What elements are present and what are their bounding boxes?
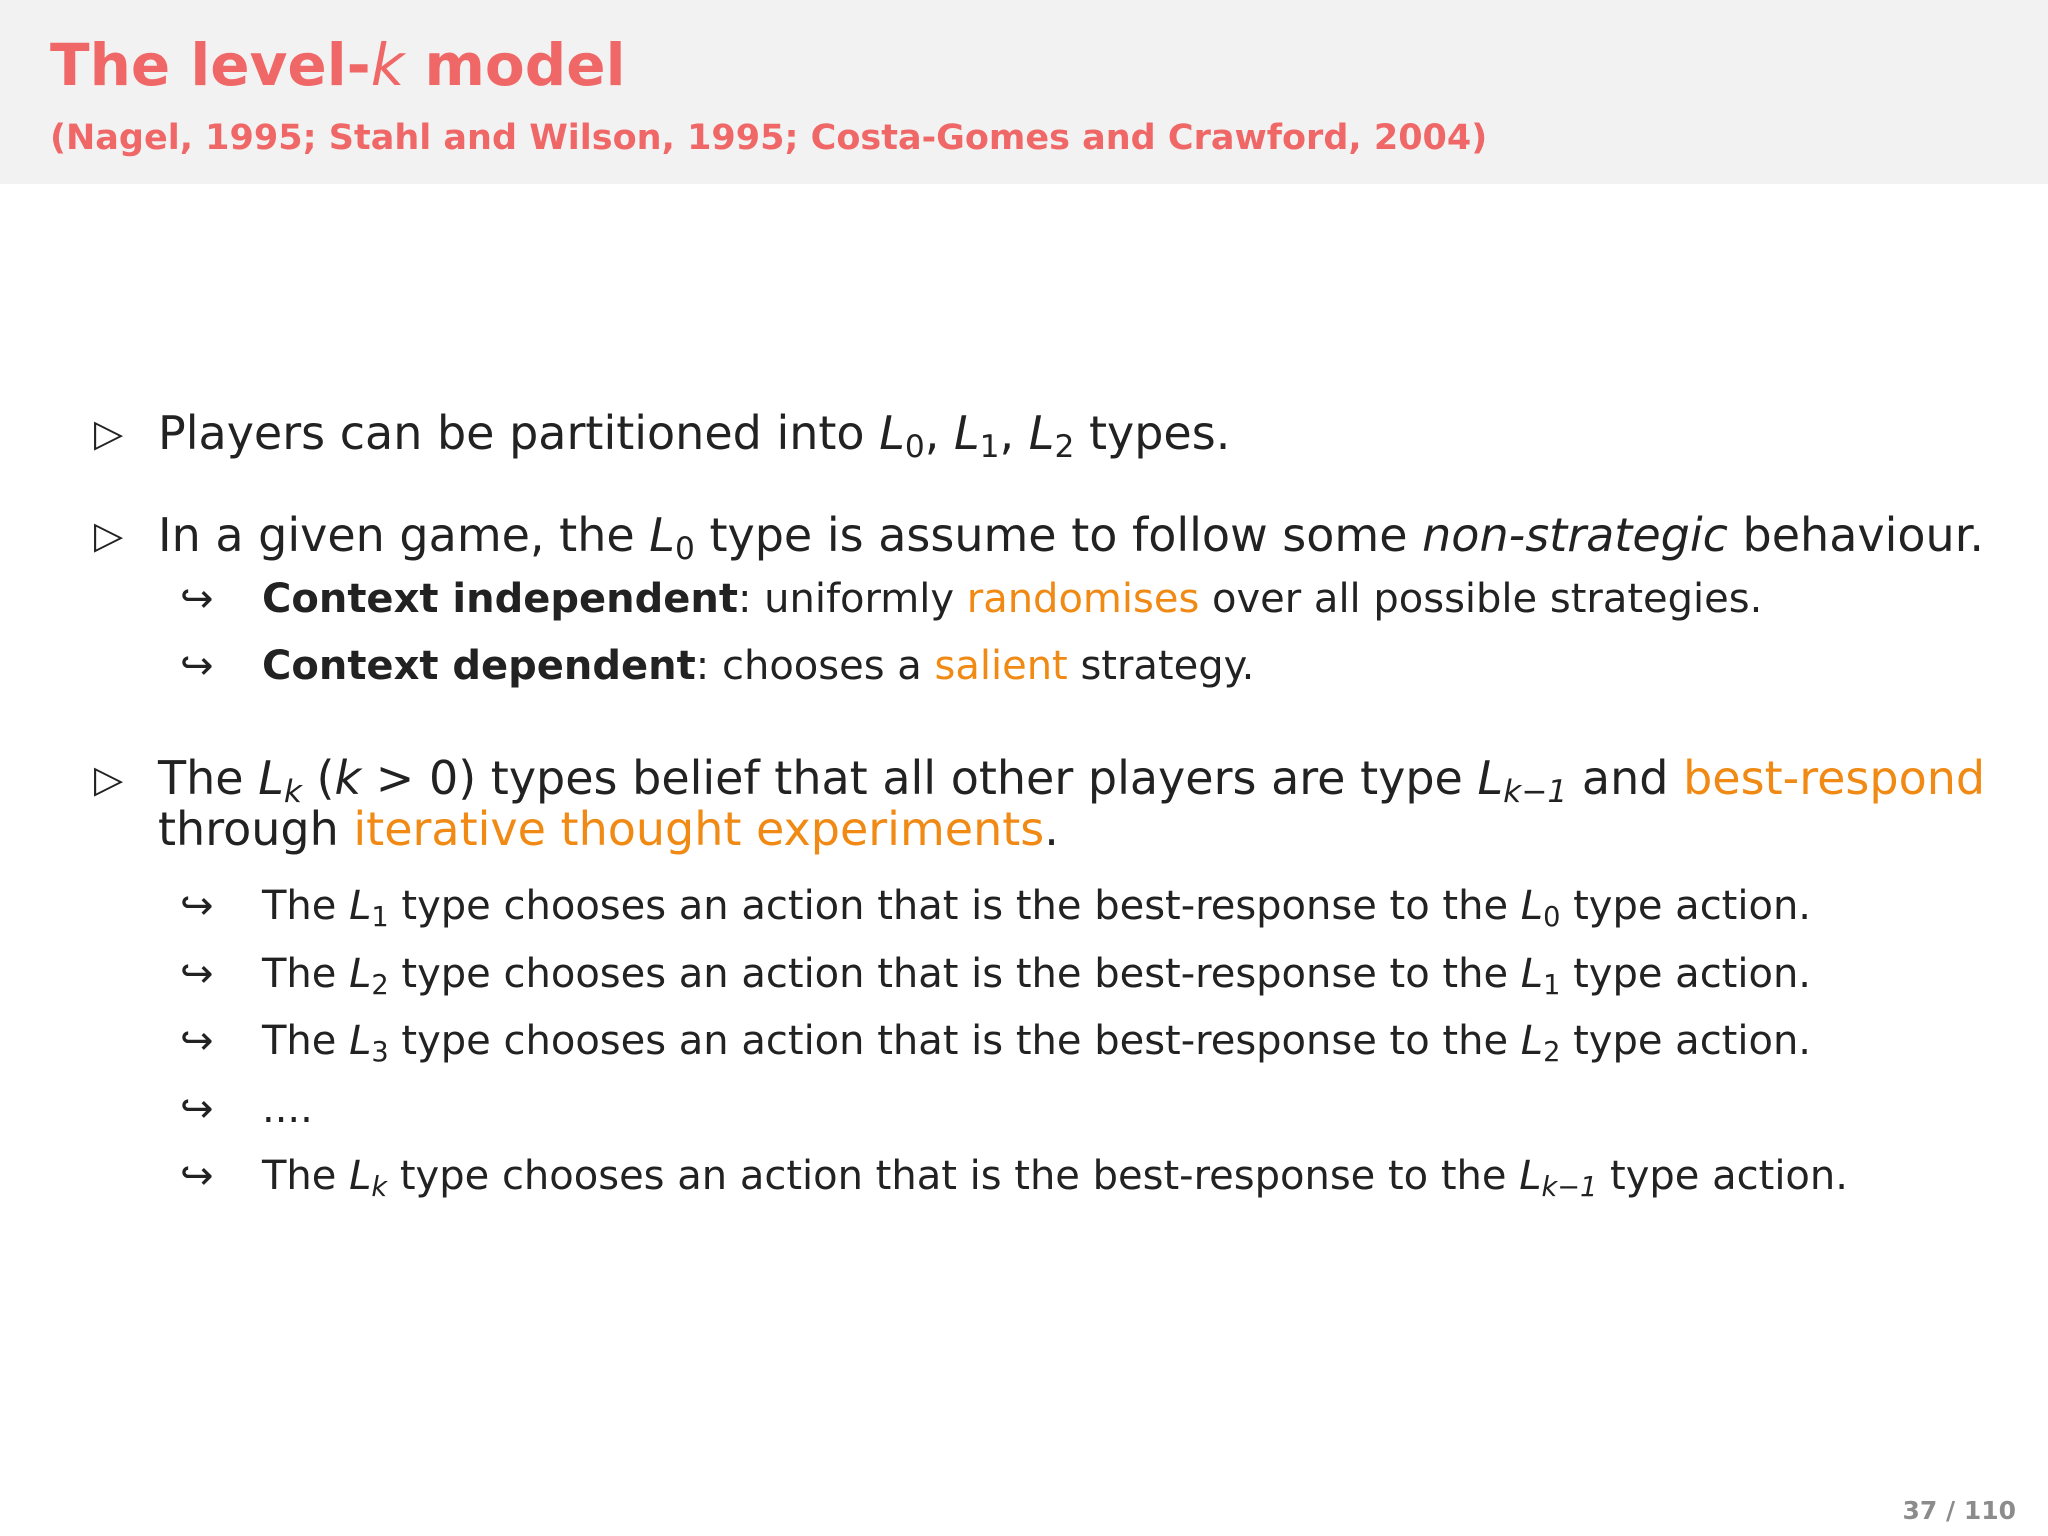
page-number: 37 / 110 xyxy=(1902,1496,2016,1525)
hook-arrow-icon: ↪ xyxy=(180,1153,214,1199)
bullet-3-sub-ellipsis: .... xyxy=(262,1086,313,1132)
bullet-3-sub-k: The $L_k$ type chooses an action that is the best-response to the $L_{k-1}$ type action. xyxy=(262,1153,1848,1203)
hook-arrow-icon: ↪ xyxy=(180,951,214,997)
triangle-bullet-icon: ▷ xyxy=(94,757,124,801)
bullet-3-line-2: through iterative thought experiments. xyxy=(158,802,1059,856)
hook-arrow-icon: ↪ xyxy=(180,1086,214,1132)
hook-arrow-icon: ↪ xyxy=(180,1018,214,1064)
bullet-3-sub-3: The $L_3$ type chooses an action that is the best-response to the $L_2$ type action. xyxy=(262,1018,1812,1068)
hook-arrow-icon: ↪ xyxy=(180,576,214,622)
bullet-1: Players can be partitioned into $L_0$, $L_1$, $L_2$ types. xyxy=(158,406,1231,465)
hook-arrow-icon: ↪ xyxy=(180,883,214,929)
slide-title: The level-k model xyxy=(50,31,626,99)
bullet-3-sub-1: The $L_1$ type chooses an action that is the best-response to the $L_0$ type action. xyxy=(262,883,1812,933)
slide-header xyxy=(0,0,2048,184)
triangle-bullet-icon: ▷ xyxy=(94,411,124,455)
bullet-2-sub-2: Context dependent: chooses a salient strategy. xyxy=(262,643,1255,689)
bullet-3-line-1: The $L_k$ (k > 0) types belief that all other players are type $L_{k-1}$ and best-respond xyxy=(158,751,1986,810)
triangle-bullet-icon: ▷ xyxy=(94,513,124,557)
bullet-2-sub-1: Context independent: uniformly randomises over all possible strategies. xyxy=(262,576,1763,622)
bullet-3-sub-2: The $L_2$ type chooses an action that is the best-response to the $L_1$ type action. xyxy=(262,951,1812,1001)
hook-arrow-icon: ↪ xyxy=(180,643,214,689)
bullet-2: In a given game, the $L_0$ type is assume to follow some non-strategic behaviour. xyxy=(158,508,1984,567)
slide-subtitle: (Nagel, 1995; Stahl and Wilson, 1995; Costa-Gomes and Crawford, 2004) xyxy=(50,118,1488,158)
